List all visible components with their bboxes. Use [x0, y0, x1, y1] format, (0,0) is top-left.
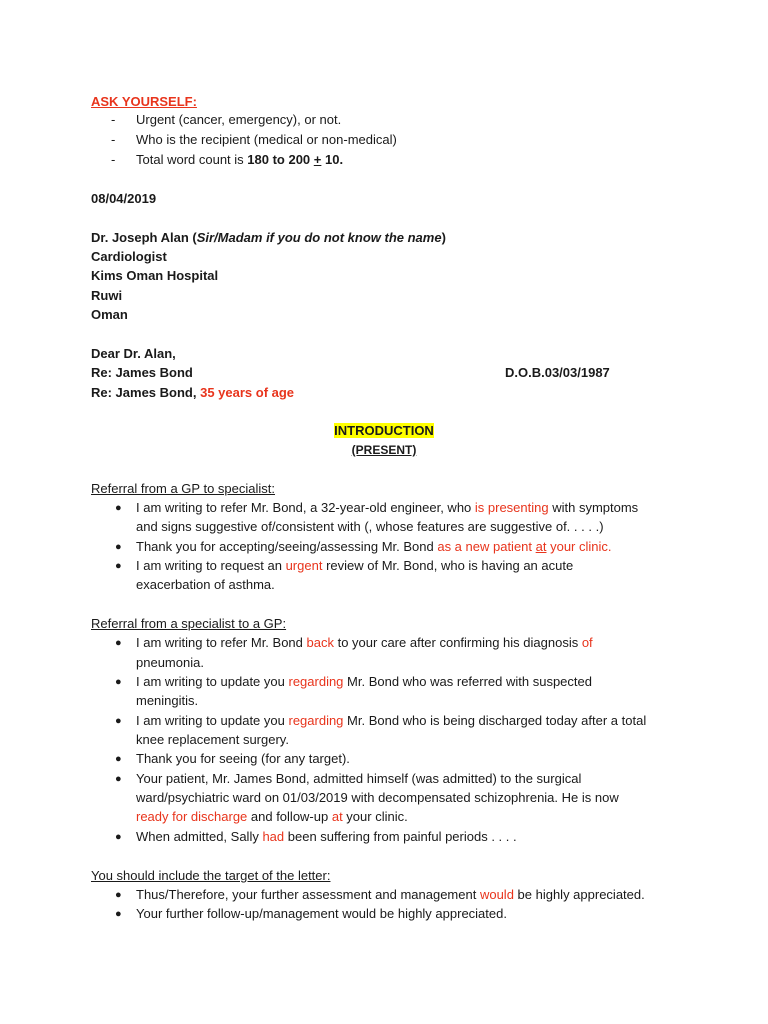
sec2-bullet-4: Thank you for seeing (for any target). — [136, 751, 350, 766]
bullet-marker: ● — [115, 715, 122, 727]
bullet-marker: ● — [115, 502, 122, 514]
sec3-bullet-1: Thus/Therefore, your further assessment and management would be highly appreciated. — [136, 887, 645, 902]
recipient-title: Cardiologist — [91, 249, 167, 264]
recipient-country: Oman — [91, 307, 128, 322]
dash-marker: - — [111, 152, 116, 167]
sec2-bullet-3-line-1: I am writing to update you regarding Mr. Bond who is being discharged today after a total — [136, 713, 647, 728]
bullet-marker: ● — [115, 637, 122, 649]
sec1-bullet-3-line-2: exacerbation of asthma. — [136, 577, 275, 592]
sec1-bullet-1-line-2: and signs suggestive of/consistent with (, whose features are suggestive of. . . . .) — [136, 519, 604, 534]
sec2-bullet-5-line-3: ready for discharge and follow-up at your clinic. — [136, 809, 408, 824]
ask-item-recipient: Who is the recipient (medical or non-medical) — [136, 132, 397, 147]
sec2-bullet-5-line-1: Your patient, Mr. James Bond, admitted himself (was admitted) to the surgical — [136, 771, 582, 786]
re-line-2: Re: James Bond, 35 years of age — [91, 385, 295, 400]
sec2-bullet-1-line-2: pneumonia. — [136, 655, 204, 670]
sec2-bullet-2-line-1: I am writing to update you regarding Mr. Bond who was referred with suspected — [136, 674, 592, 689]
section-target-heading: You should include the target of the letter: — [91, 868, 331, 883]
re-line-1: Re: James Bond — [91, 365, 193, 380]
recipient-hospital: Kims Oman Hospital — [91, 268, 219, 283]
recipient-city: Ruwi — [91, 288, 123, 303]
bullet-marker: ● — [115, 560, 122, 572]
sec2-bullet-3-line-2: knee replacement surgery. — [136, 732, 289, 747]
bullet-marker: ● — [115, 676, 122, 688]
ask-item-urgent: Urgent (cancer, emergency), or not. — [136, 112, 342, 127]
dash-marker: - — [111, 112, 116, 127]
section-specialist-to-gp-heading: Referral from a specialist to a GP: — [91, 616, 287, 631]
bullet-marker: ● — [115, 753, 122, 765]
ask-yourself-heading: ASK YOURSELF: — [91, 94, 197, 109]
bullet-marker: ● — [115, 773, 122, 785]
bullet-marker: ● — [115, 541, 122, 553]
ask-item-wordcount: Total word count is 180 to 200 + 10. — [136, 152, 344, 167]
section-gp-to-specialist-heading: Referral from a GP to specialist: — [91, 481, 275, 496]
letter-date: 08/04/2019 — [91, 191, 157, 206]
bullet-marker: ● — [115, 889, 122, 901]
introduction-title: INTRODUCTION — [334, 423, 434, 438]
sec2-bullet-2-line-2: meningitis. — [136, 693, 199, 708]
sec2-bullet-6: When admitted, Sally had been suffering from painful periods . . . . — [136, 829, 517, 844]
dash-marker: - — [111, 132, 116, 147]
sec2-bullet-5-line-2: ward/psychiatric ward on 01/03/2019 with decompensated schizophrenia. He is now — [136, 790, 619, 805]
recipient-name: Dr. Joseph Alan (Sir/Madam if you do not know the name) — [91, 230, 446, 245]
sec1-bullet-1-line-1: I am writing to refer Mr. Bond, a 32-year-old engineer, who is presenting with symptoms — [136, 500, 639, 515]
sec3-bullet-2: Your further follow-up/management would be highly appreciated. — [136, 906, 507, 921]
bullet-marker: ● — [115, 831, 122, 843]
dob: D.O.B.03/03/1987 — [505, 365, 610, 380]
bullet-marker: ● — [115, 908, 122, 920]
sec2-bullet-1-line-1: I am writing to refer Mr. Bond back to your care after confirming his diagnosis of — [136, 635, 593, 650]
introduction-subtitle: (PRESENT) — [351, 443, 417, 457]
sec1-bullet-3-line-1: I am writing to request an urgent review of Mr. Bond, who is having an acute — [136, 558, 574, 573]
salutation: Dear Dr. Alan, — [91, 346, 176, 361]
sec1-bullet-2: Thank you for accepting/seeing/assessing Mr. Bond as a new patient at your clinic. — [136, 539, 612, 554]
